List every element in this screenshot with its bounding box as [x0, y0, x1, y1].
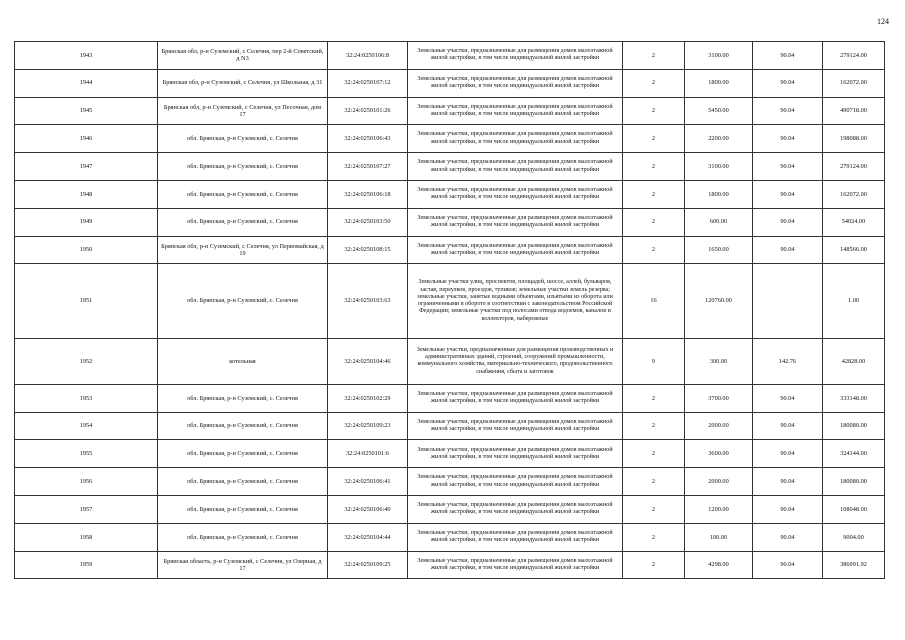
group-number-cell: 2: [623, 468, 685, 496]
address-cell: обл. Брянская, р-н Суземский, с. Селечня: [158, 208, 328, 236]
table-row: [15, 97, 885, 125]
row-number-cell: 1946: [15, 125, 158, 153]
group-number-cell: 2: [623, 69, 685, 97]
group-number-cell: 2: [623, 440, 685, 468]
table-row: [15, 551, 885, 579]
row-number-cell: 1948: [15, 180, 158, 208]
cadastral-value-cell: 54024.00: [823, 208, 885, 236]
address-cell: обл. Брянская, р-н Суземский, с. Селечня: [158, 384, 328, 412]
cadastral-number-cell: 32:24:0250101:6: [328, 440, 408, 468]
area-cell: 1800.00: [685, 69, 753, 97]
row-number-cell: 1951: [15, 264, 158, 339]
area-cell: 2000.00: [685, 468, 753, 496]
address-cell: обл. Брянская, р-н Суземский, с. Селечня: [158, 468, 328, 496]
row-number-cell: 1953: [15, 384, 158, 412]
cadastral-number-cell: 32:24:0250102:29: [328, 384, 408, 412]
unit-value-cell: 90.04: [753, 496, 823, 524]
row-number-cell: 1955: [15, 440, 158, 468]
cadastral-number-cell: 32:24:0250109:23: [328, 412, 408, 440]
cadastral-value-cell: 333148.00: [823, 384, 885, 412]
land-use-cell: Земельные участки, предназначенные для размещения домов малоэтажной жилой застройки, в том числе индивидуальной жилой застройки: [408, 440, 623, 468]
cadastral-value-cell: 162072.00: [823, 180, 885, 208]
land-use-cell: Земельные участки, предназначенные для размещения домов малоэтажной жилой застройки, в том числе индивидуальной жилой застройки: [408, 69, 623, 97]
cadastral-number-cell: 32:24:0250104:44: [328, 523, 408, 551]
group-number-cell: 2: [623, 153, 685, 181]
cadastral-value-cell: 180080.00: [823, 412, 885, 440]
table-row: [15, 180, 885, 208]
land-use-cell: Земельные участки, предназначенные для размещения домов малоэтажной жилой застройки, в том числе индивидуальной жилой застройки: [408, 412, 623, 440]
table-row: [15, 338, 885, 384]
unit-value-cell: 90.04: [753, 180, 823, 208]
address-cell: обл. Брянская, р-н Суземский, с. Селечня: [158, 125, 328, 153]
table-row: [15, 264, 885, 339]
address-cell: обл. Брянская, р-н Суземский, с. Селечня: [158, 153, 328, 181]
address-cell: Брянская область, р-н Суземский, с Селечня, ул Озерная, д 17: [158, 551, 328, 579]
row-number-cell: 1950: [15, 236, 158, 264]
group-number-cell: 16: [623, 264, 685, 339]
group-number-cell: 2: [623, 125, 685, 153]
unit-value-cell: 90.04: [753, 42, 823, 70]
group-number-cell: 2: [623, 551, 685, 579]
cadastral-value-cell: 198088.00: [823, 125, 885, 153]
unit-value-cell: 90.04: [753, 69, 823, 97]
area-cell: 2200.00: [685, 125, 753, 153]
land-use-cell: Земельные участки, предназначенные для размещения домов малоэтажной жилой застройки, в том числе индивидуальной жилой застройки: [408, 523, 623, 551]
group-number-cell: 2: [623, 42, 685, 70]
cadastral-number-cell: 32:24:0250106:8: [328, 42, 408, 70]
group-number-cell: 9: [623, 338, 685, 384]
area-cell: 100.00: [685, 523, 753, 551]
table-row: [15, 208, 885, 236]
unit-value-cell: 90.04: [753, 236, 823, 264]
cadastral-number-cell: 32:24:0250106:40: [328, 496, 408, 524]
page-number: 124: [877, 17, 889, 26]
row-number-cell: 1956: [15, 468, 158, 496]
land-use-cell: Земельные участки, предназначенные для размещения домов малоэтажной жилой застройки, в том числе индивидуальной жилой застройки: [408, 551, 623, 579]
row-number-cell: 1958: [15, 523, 158, 551]
cadastral-number-cell: 32:24:0250103:63: [328, 264, 408, 339]
cadastral-number-cell: 32:24:0250107:27: [328, 153, 408, 181]
cadastral-number-cell: 32:24:0250103:50: [328, 208, 408, 236]
address-cell: обл. Брянская, р-н Суземский, с. Селечня: [158, 440, 328, 468]
group-number-cell: 2: [623, 412, 685, 440]
group-number-cell: 2: [623, 236, 685, 264]
cadastral-number-cell: 32:24:0250106:43: [328, 125, 408, 153]
area-cell: 1650.00: [685, 236, 753, 264]
cadastral-value-cell: 9004.00: [823, 523, 885, 551]
address-cell: Брянская обл, р-н Суземский, с Селечня, ул Песочная, дом 17: [158, 97, 328, 125]
area-cell: 3100.00: [685, 42, 753, 70]
area-cell: 3100.00: [685, 153, 753, 181]
address-cell: обл. Брянская, р-н Суземский, с. Селечня: [158, 496, 328, 524]
table-row: [15, 236, 885, 264]
table-row: [15, 42, 885, 70]
cadastral-value-cell: 279124.00: [823, 153, 885, 181]
address-cell: обл. Брянская, р-н Суземский, с. Селечня: [158, 412, 328, 440]
address-cell: обл. Брянская, р-н Суземский, с. Селечня: [158, 264, 328, 339]
table-row: [15, 523, 885, 551]
address-cell: Брянская обл, р-н Суземский, с Селечня, ул Первомайская, д 19: [158, 236, 328, 264]
unit-value-cell: 90.04: [753, 412, 823, 440]
row-number-cell: 1943: [15, 42, 158, 70]
group-number-cell: 2: [623, 384, 685, 412]
table-row: [15, 153, 885, 181]
address-cell: обл. Брянская, р-н Суземский, с. Селечня: [158, 180, 328, 208]
unit-value-cell: 90.04: [753, 551, 823, 579]
group-number-cell: 2: [623, 496, 685, 524]
land-use-cell: Земельные участки, предназначенные для размещения домов малоэтажной жилой застройки, в том числе индивидуальной жилой застройки: [408, 125, 623, 153]
area-cell: 120760.00: [685, 264, 753, 339]
address-cell: Брянская обл, р-н Суземский, с Селечня, пер 2-й Советский, д N3: [158, 42, 328, 70]
land-use-cell: Земельные участки, предназначенные для размещения домов малоэтажной жилой застройки, в том числе индивидуальной жилой застройки: [408, 180, 623, 208]
area-cell: 1800.00: [685, 180, 753, 208]
cadastral-value-cell: 148566.00: [823, 236, 885, 264]
area-cell: 3700.00: [685, 384, 753, 412]
area-cell: 4298.00: [685, 551, 753, 579]
land-use-cell: Земельные участки, предназначенные для размещения домов малоэтажной жилой застройки, в том числе индивидуальной жилой застройки: [408, 208, 623, 236]
table-row: [15, 384, 885, 412]
land-use-cell: Земельные участки улиц, проспектов, площадей, шоссе, аллей, бульваров, застав, переулков, проездов, тупиков; земельные участки земель резерва; земельные участки, занятые водными объектами, изъятыми из оборота или ограниченными в обороте в соответствии с законодательством Российской Федерации; земельные участки под полосами отвода водоемов, каналов и коллекторов, набережные: [408, 264, 623, 339]
cadastral-number-cell: 32:24:0250107:12: [328, 69, 408, 97]
group-number-cell: 2: [623, 523, 685, 551]
cadastral-number-cell: 32:24:0250106:18: [328, 180, 408, 208]
land-use-cell: Земельные участки, предназначенные для размещения производственных и административных зданий, строений, сооружений промышленности, коммунального хозяйства, материально-технического, продовольственного снабжения, сбыта и заготовок: [408, 338, 623, 384]
unit-value-cell: [753, 264, 823, 339]
address-cell: обл. Брянская, р-н Суземский, с. Селечня: [158, 523, 328, 551]
unit-value-cell: 90.04: [753, 125, 823, 153]
cadastral-value-cell: 180080.00: [823, 468, 885, 496]
unit-value-cell: 90.04: [753, 153, 823, 181]
row-number-cell: 1949: [15, 208, 158, 236]
area-cell: 600.00: [685, 208, 753, 236]
table-row: [15, 69, 885, 97]
group-number-cell: 2: [623, 97, 685, 125]
cadastral-value-cell: 162072.00: [823, 69, 885, 97]
row-number-cell: 1944: [15, 69, 158, 97]
address-cell: котельная: [158, 338, 328, 384]
land-use-cell: Земельные участки, предназначенные для размещения домов малоэтажной жилой застройки, в том числе индивидуальной жилой застройки: [408, 496, 623, 524]
cadastral-number-cell: 32:24:0250109:25: [328, 551, 408, 579]
cadastral-number-cell: 32:24:0250104:46: [328, 338, 408, 384]
unit-value-cell: 90.04: [753, 208, 823, 236]
cadastral-number-cell: 32:24:0250108:15: [328, 236, 408, 264]
unit-value-cell: 90.04: [753, 384, 823, 412]
group-number-cell: 2: [623, 208, 685, 236]
unit-value-cell: 90.04: [753, 440, 823, 468]
cadastral-value-cell: 42828.00: [823, 338, 885, 384]
land-use-cell: Земельные участки, предназначенные для размещения домов малоэтажной жилой застройки, в том числе индивидуальной жилой застройки: [408, 384, 623, 412]
area-cell: 3600.00: [685, 440, 753, 468]
address-cell: Брянская обл, р-н Суземский, с Селечня, ул Школьная, д 31: [158, 69, 328, 97]
table-row: [15, 496, 885, 524]
table-row: [15, 125, 885, 153]
area-cell: 1200.00: [685, 496, 753, 524]
area-cell: 2000.00: [685, 412, 753, 440]
land-use-cell: Земельные участки, предназначенные для размещения домов малоэтажной жилой застройки, в том числе индивидуальной жилой застройки: [408, 236, 623, 264]
table-row: [15, 468, 885, 496]
cadastral-value-cell: 108048.00: [823, 496, 885, 524]
cadastral-value-cell: 324144.00: [823, 440, 885, 468]
row-number-cell: 1945: [15, 97, 158, 125]
land-use-cell: Земельные участки, предназначенные для размещения домов малоэтажной жилой застройки, в том числе индивидуальной жилой застройки: [408, 42, 623, 70]
cadastral-value-cell: 386991.92: [823, 551, 885, 579]
unit-value-cell: 90.04: [753, 97, 823, 125]
row-number-cell: 1954: [15, 412, 158, 440]
table-row: [15, 440, 885, 468]
area-cell: 5450.00: [685, 97, 753, 125]
row-number-cell: 1957: [15, 496, 158, 524]
table-row: [15, 412, 885, 440]
unit-value-cell: 90.04: [753, 523, 823, 551]
cadastral-number-cell: 32:24:0250101:26: [328, 97, 408, 125]
group-number-cell: 2: [623, 180, 685, 208]
land-use-cell: Земельные участки, предназначенные для размещения домов малоэтажной жилой застройки, в том числе индивидуальной жилой застройки: [408, 153, 623, 181]
land-use-cell: Земельные участки, предназначенные для размещения домов малоэтажной жилой застройки, в том числе индивидуальной жилой застройки: [408, 97, 623, 125]
row-number-cell: 1959: [15, 551, 158, 579]
unit-value-cell: 90.04: [753, 468, 823, 496]
cadastral-value-cell: 490718.00: [823, 97, 885, 125]
unit-value-cell: 142.76: [753, 338, 823, 384]
row-number-cell: 1947: [15, 153, 158, 181]
area-cell: 300.00: [685, 338, 753, 384]
land-use-cell: Земельные участки, предназначенные для размещения домов малоэтажной жилой застройки, в том числе индивидуальной жилой застройки: [408, 468, 623, 496]
cadastral-value-cell: 1.00: [823, 264, 885, 339]
cadastral-value-table: [14, 41, 885, 579]
cadastral-number-cell: 32:24:0250106:41: [328, 468, 408, 496]
cadastral-value-cell: 279124.00: [823, 42, 885, 70]
row-number-cell: 1952: [15, 338, 158, 384]
